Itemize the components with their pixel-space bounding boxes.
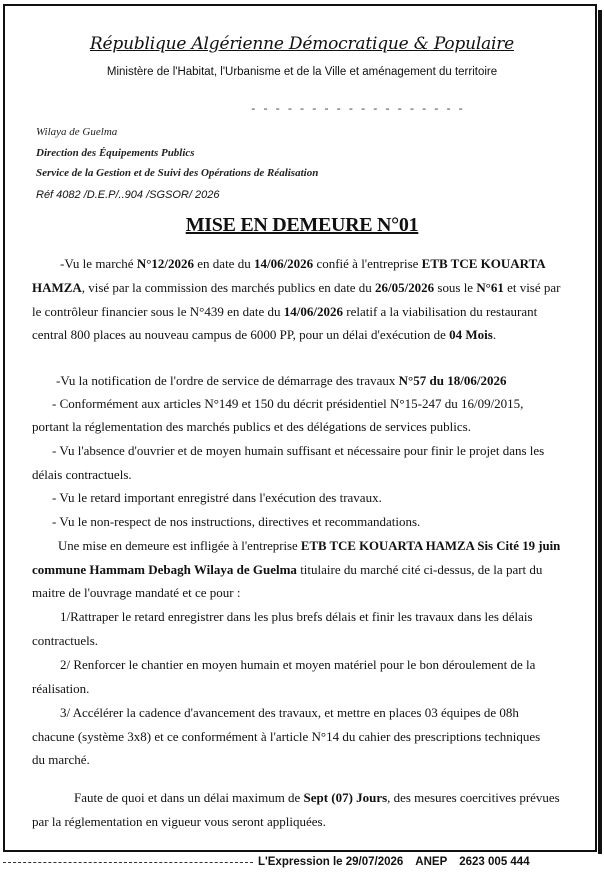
paragraph-line: central 800 places au nouveau campus de 6000 PP, pour un délai d'exécution de 04 Mois. [32, 327, 497, 342]
paragraph-line: - Vu le non-respect de nos instructions, directives et recommandations. [52, 514, 421, 529]
paragraph-line: délais contractuels. [32, 467, 132, 482]
closing-line: par la réglementation en vigueur vous seront appliquées. [32, 814, 326, 829]
paragraph-line: -Vu la notification de l'ordre de service de démarrage des travaux N°57 du 18/06/2026 [56, 373, 507, 388]
list-item: 2/ Renforcer le chantier en moyen humain et moyen matériel pour le bon déroulement de la [60, 657, 536, 672]
list-item: contractuels. [32, 633, 99, 648]
agency-name: ANEP [415, 856, 448, 868]
separator-dots: - - - - - - - - - - - - - - - - - - [250, 104, 464, 116]
paragraph-line: commune Hammam Debagh Wilaya de Guelma titulaire du marché cité ci-dessus, de la part du [32, 562, 543, 577]
list-item: 3/ Accélérer la cadence d'avancement des travaux, et mettre en places 03 équipes de 08h [60, 705, 519, 720]
list-item: 1/Rattraper le retard enregistrer dans les plus brefs délais et finir les travaux dans les délais [60, 609, 533, 624]
service-name: Service de la Gestion et de Suivi des Opérations de Réalisation [36, 167, 319, 179]
paragraph-line: portant la réglementation des marchés publics et des délégations de services publics. [32, 419, 471, 434]
paragraph-line: Une mise en demeure est infligée à l'entreprise ETB TCE KOUARTA HAMZA Sis Cité 19 juin [58, 538, 561, 553]
paragraph-line: HAMZA, visé par la commission des marchés publics en date du 26/05/2026 sous le N°61 et visé par [32, 280, 561, 295]
list-item: réalisation. [32, 681, 90, 696]
paragraph-line: maitre de l'ouvrage mandaté et ce pour : [32, 585, 241, 600]
document-title: MISE EN DEMEURE N°01 [185, 214, 419, 236]
closing-line: Faute de quoi et dans un délai maximum de Sept (07) Jours, des mesures coercitives prévues [74, 790, 560, 805]
paragraph-line: -Vu le marché N°12/2026 en date du 14/06/2026 confié à l'entreprise ETB TCE KOUARTA [60, 256, 546, 271]
wilaya-name: Wilaya de Guelma [36, 126, 118, 138]
paragraph-line: - Vu le retard important enregistré dans l'exécution des travaux. [52, 490, 382, 505]
republic-heading: République Algérienne Démocratique & Populaire [89, 34, 515, 54]
publication-footer [258, 856, 542, 868]
publication-name: L'Expression le 29/07/2026 [258, 856, 404, 868]
cut-line [3, 862, 253, 863]
ministry-name: Ministère de l'Habitat, l'Urbanisme et de la Ville et aménagement du territoire [106, 66, 498, 78]
list-item: chacune (système 3x8) et ce conformément à l'article N°14 du cahier des prescriptions techniques [32, 729, 541, 744]
direction-name: Direction des Équipements Publics [36, 147, 195, 159]
list-item: du marché. [32, 752, 90, 767]
paragraph-line: le contrôleur financier sous le N°439 en date du 14/06/2026 relatif a la viabilisation du restaurant [32, 304, 538, 319]
publication-code: 2623 005 444 [459, 856, 530, 868]
paragraph-line: - Conformément aux articles N°149 et 150 du décrit présidentiel N°15-247 du 16/09/2015, [52, 396, 524, 411]
paragraph-line: - Vu l'absence d'ouvrier et de moyen humain suffisant et nécessaire pour finir le projet dans les [52, 443, 545, 458]
reference-number: Réf 4082 /D.E.P/..904 /SGSOR/ 2026 [36, 189, 220, 201]
